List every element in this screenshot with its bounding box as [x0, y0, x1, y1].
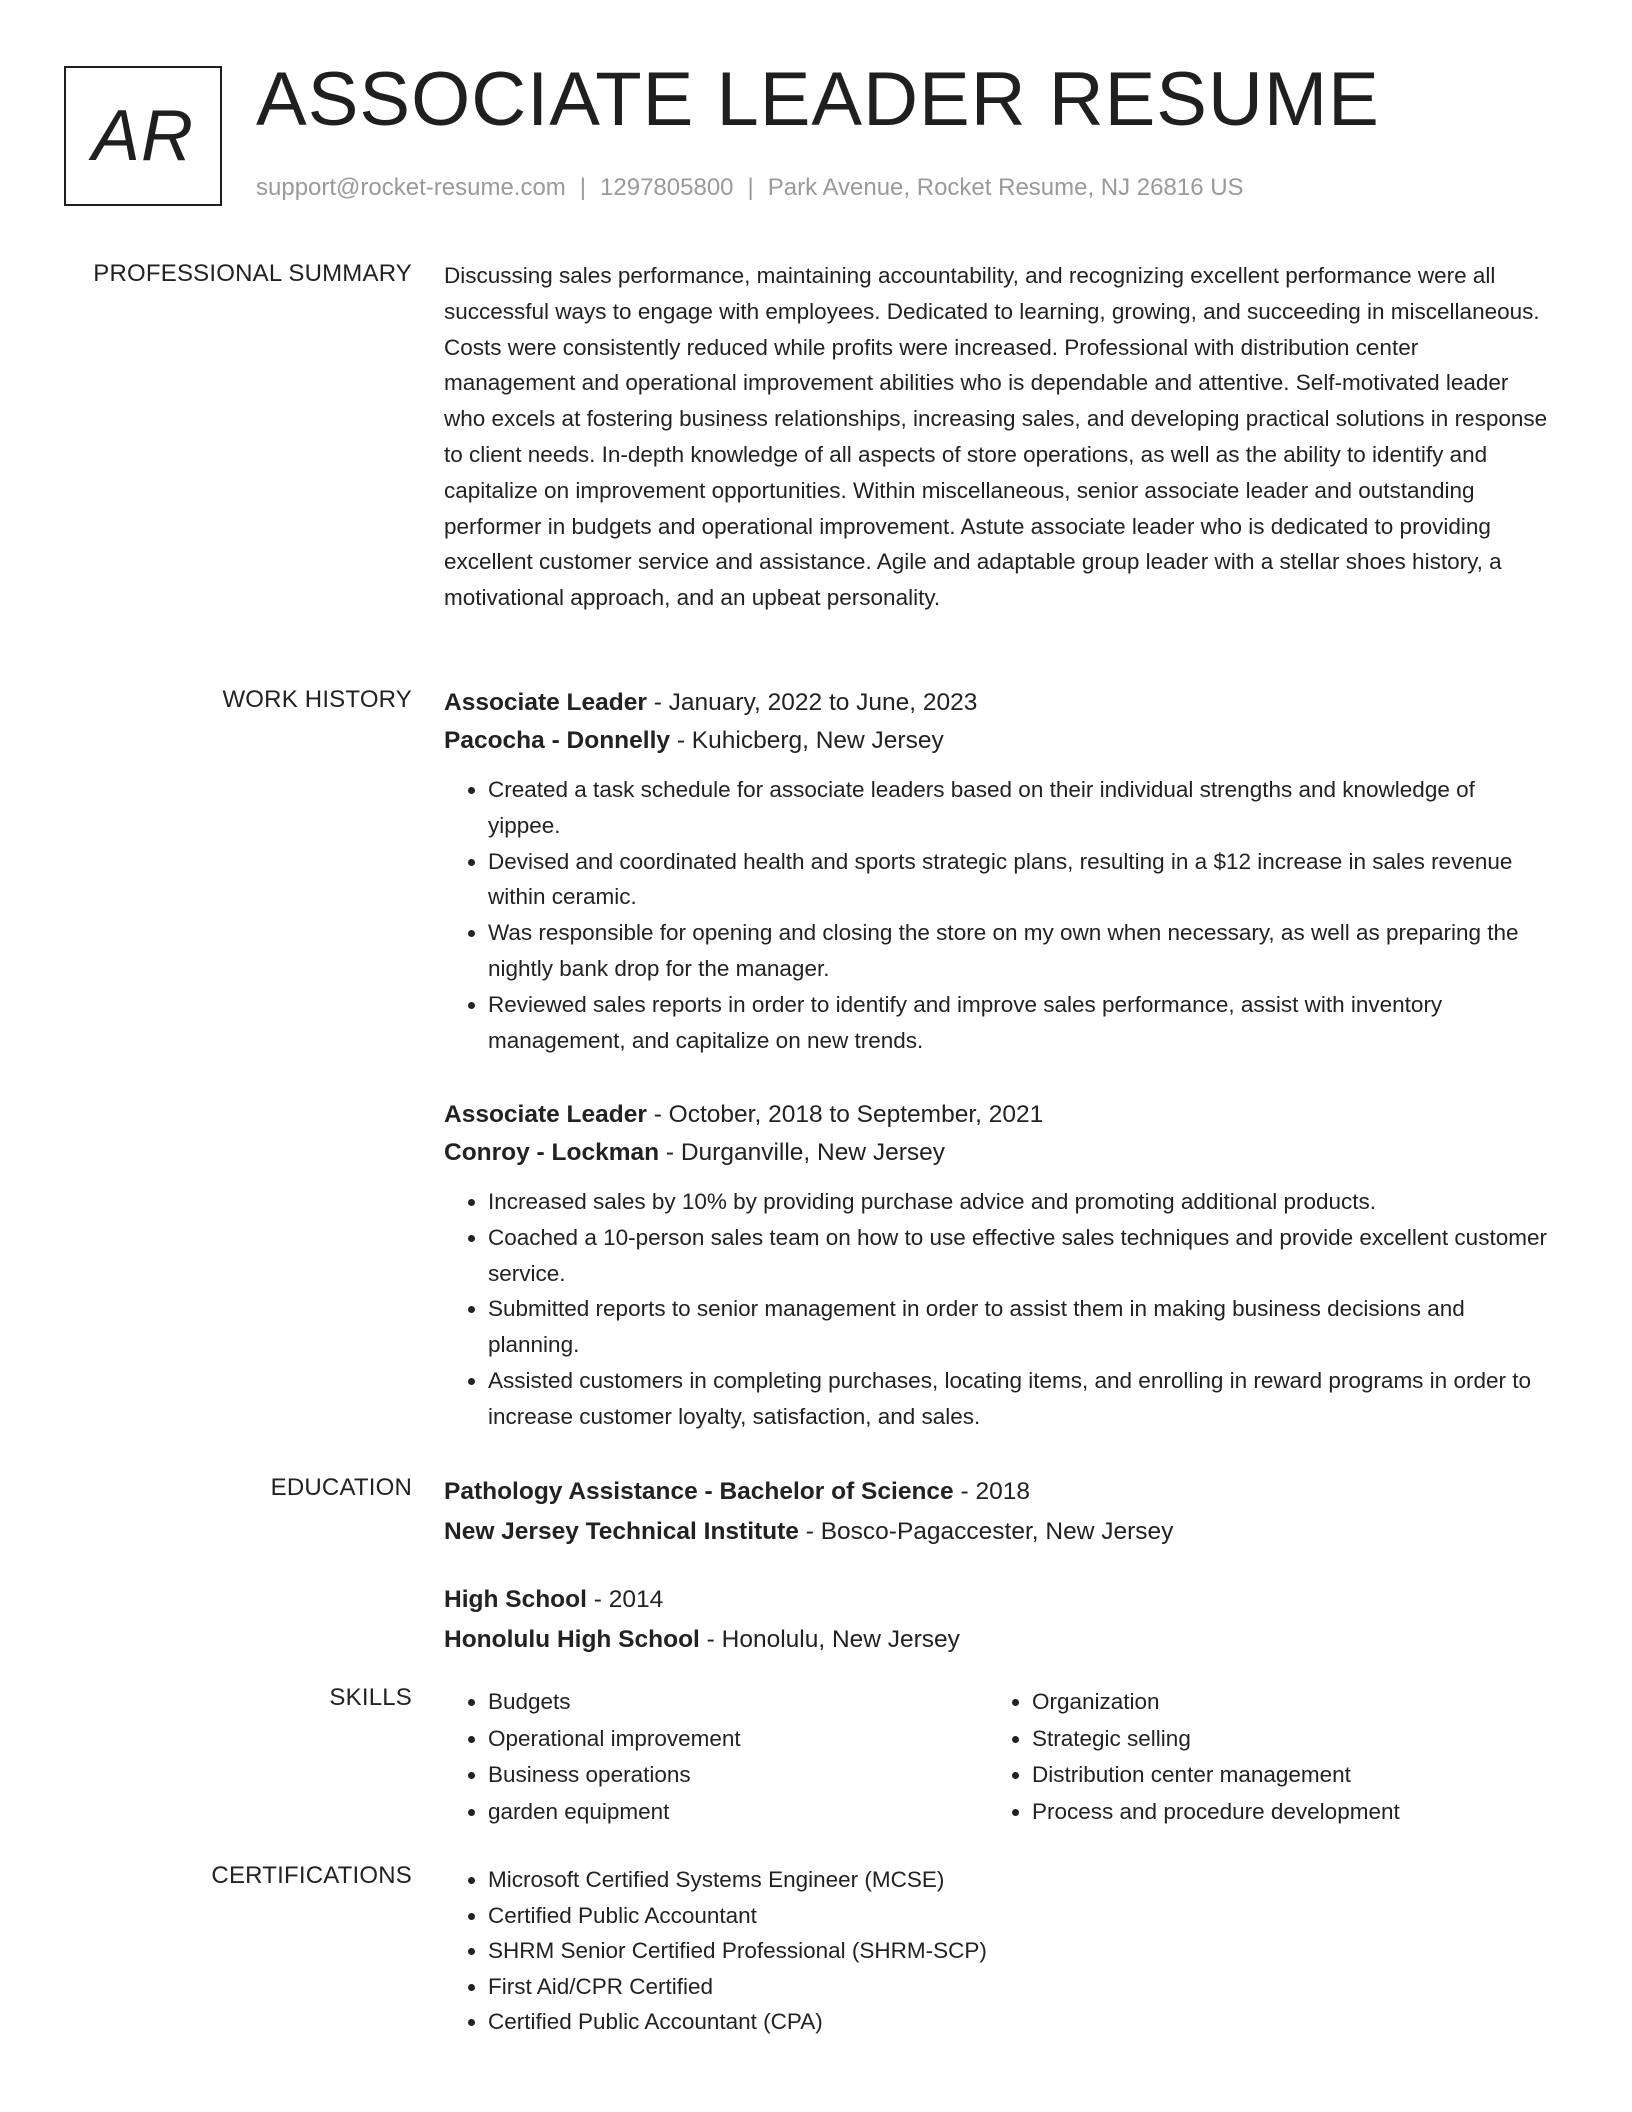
skills-body — [444, 1684, 1548, 1830]
resume-title: ASSOCIATE LEADER RESUME — [256, 57, 1380, 142]
education-location: - Honolulu, New Jersey — [699, 1626, 960, 1653]
skill-item: • Business operations — [488, 1757, 988, 1794]
education-entry — [444, 1580, 1548, 1660]
certification-item: • Microsoft Certified Systems Engineer (MCSE) — [488, 1862, 1548, 1898]
education-year: - 2014 — [586, 1586, 664, 1613]
section-title-certifications: CERTIFICATIONS — [211, 1862, 412, 1889]
job-entry — [444, 1096, 1548, 1435]
monogram-text: AR — [91, 96, 195, 176]
job-company: Pacocha - Donnelly — [444, 727, 671, 754]
job-bullet: • Submitted reports to senior management in order to assist them in making business decisions and planning. — [488, 1291, 1548, 1363]
education-school-line — [444, 1512, 1548, 1552]
skill-item: • Strategic selling — [1032, 1721, 1532, 1758]
job-bullets — [444, 772, 1548, 1058]
contact-separator: | — [579, 174, 587, 201]
job-location: - Durganville, New Jersey — [659, 1139, 946, 1166]
certification-item: • Certified Public Accountant (CPA) — [488, 2004, 1548, 2040]
job-dates: - January, 2022 to June, 2023 — [646, 689, 978, 716]
skill-item: • Budgets — [488, 1684, 988, 1721]
skills-column-left — [444, 1684, 988, 1830]
job-entry — [444, 684, 1548, 1058]
education-degree: High School — [444, 1586, 587, 1613]
certifications-list — [444, 1862, 1548, 2040]
job-bullets — [444, 1184, 1548, 1435]
contact-address: Park Avenue, Rocket Resume, NJ 26816 US — [767, 174, 1244, 201]
skill-item: • Operational improvement — [488, 1721, 988, 1758]
education-degree-line — [444, 1472, 1548, 1512]
section-title-summary: PROFESSIONAL SUMMARY — [93, 260, 412, 287]
skill-item: • Distribution center management — [1032, 1757, 1532, 1794]
monogram-logo — [64, 66, 222, 206]
certification-item: • First Aid/CPR Certified — [488, 1969, 1548, 2005]
skills-grid — [444, 1684, 1548, 1830]
contact-separator: | — [747, 174, 754, 201]
education-entry — [444, 1472, 1548, 1552]
job-bullet: • Reviewed sales reports in order to identify and improve sales performance, assist with inventory management, and capitalize on new trends. — [488, 987, 1548, 1059]
section-title-work-history: WORK HISTORY — [222, 686, 412, 713]
skill-item: • Organization — [1032, 1684, 1532, 1721]
certification-item: • Certified Public Accountant — [488, 1898, 1548, 1934]
skills-column-right — [988, 1684, 1532, 1830]
section-title-skills: SKILLS — [329, 1684, 412, 1711]
job-company: Conroy - Lockman — [444, 1139, 660, 1166]
skill-item: • Process and procedure development — [1032, 1794, 1532, 1831]
job-bullet: • Devised and coordinated health and sports strategic plans, resulting in a $12 increase in sales revenue within ceramic. — [488, 844, 1548, 916]
education-degree: Pathology Assistance - Bachelor of Science — [444, 1478, 954, 1505]
job-bullet: • Was responsible for opening and closing the store on my own when necessary, as well as preparing the nightly bank drop for the manager. — [488, 915, 1548, 987]
education-school-line — [444, 1620, 1548, 1660]
job-bullet: • Assisted customers in completing purchases, locating items, and enrolling in reward programs in order to increase customer loyalty, satisfaction, and sales. — [488, 1363, 1548, 1435]
summary-text: Discussing sales performance, maintaining accountability, and recognizing excellent performance were all successful ways to engage with employees. Dedicated to learning, growing, and succeeding in miscellaneous. Costs were consistently reduced while profits were increased. Professional with distribution center management and operational improvement abilities who is dependable and attentive. Self-motivated leader who excels at fostering business relationships, increasing sales, and developing practical solutions in response to client needs. In-depth knowledge of all aspects of store operations, as well as the ability to identify and capitalize on improvement opportunities. Within miscellaneous, senior associate leader and outstanding performer in budgets and operational improvement. Astute associate leader who is dedicated to providing excellent customer service and assistance. Agile and adaptable group leader with a stellar shoes history, a motivational approach, and an upbeat personality. — [444, 263, 1548, 611]
summary-body — [444, 258, 1548, 616]
job-bullet: • Coached a 10-person sales team on how to use effective sales techniques and provide excellent customer service. — [488, 1220, 1548, 1292]
certifications-body — [444, 1862, 1548, 2040]
job-location: - Kuhicberg, New Jersey — [670, 727, 944, 754]
job-company-line — [444, 722, 1548, 760]
certification-item: • SHRM Senior Certified Professional (SHRM-SCP) — [488, 1933, 1548, 1969]
job-role: Associate Leader — [444, 689, 647, 716]
skill-item: • garden equipment — [488, 1794, 988, 1831]
job-bullet: • Created a task schedule for associate leaders based on their individual strengths and knowledge of yippee. — [488, 772, 1548, 844]
education-school: New Jersey Technical Institute — [444, 1518, 799, 1545]
contact-email[interactable]: support@rocket-resume.com — [256, 174, 566, 201]
contact-line — [256, 174, 1244, 202]
job-title-line — [444, 1096, 1548, 1134]
job-dates: - October, 2018 to September, 2021 — [646, 1101, 1044, 1128]
job-role: Associate Leader — [444, 1101, 647, 1128]
education-school: Honolulu High School — [444, 1626, 700, 1653]
contact-phone[interactable]: 1297805800 — [600, 174, 734, 201]
education-year: - 2018 — [953, 1478, 1030, 1505]
education-location: - Bosco-Pagaccester, New Jersey — [798, 1518, 1174, 1545]
education-degree-line — [444, 1580, 1548, 1620]
job-bullet: • Increased sales by 10% by providing purchase advice and promoting additional products. — [488, 1184, 1548, 1220]
section-title-education: EDUCATION — [270, 1474, 412, 1501]
job-company-line — [444, 1134, 1548, 1172]
job-title-line — [444, 684, 1548, 722]
